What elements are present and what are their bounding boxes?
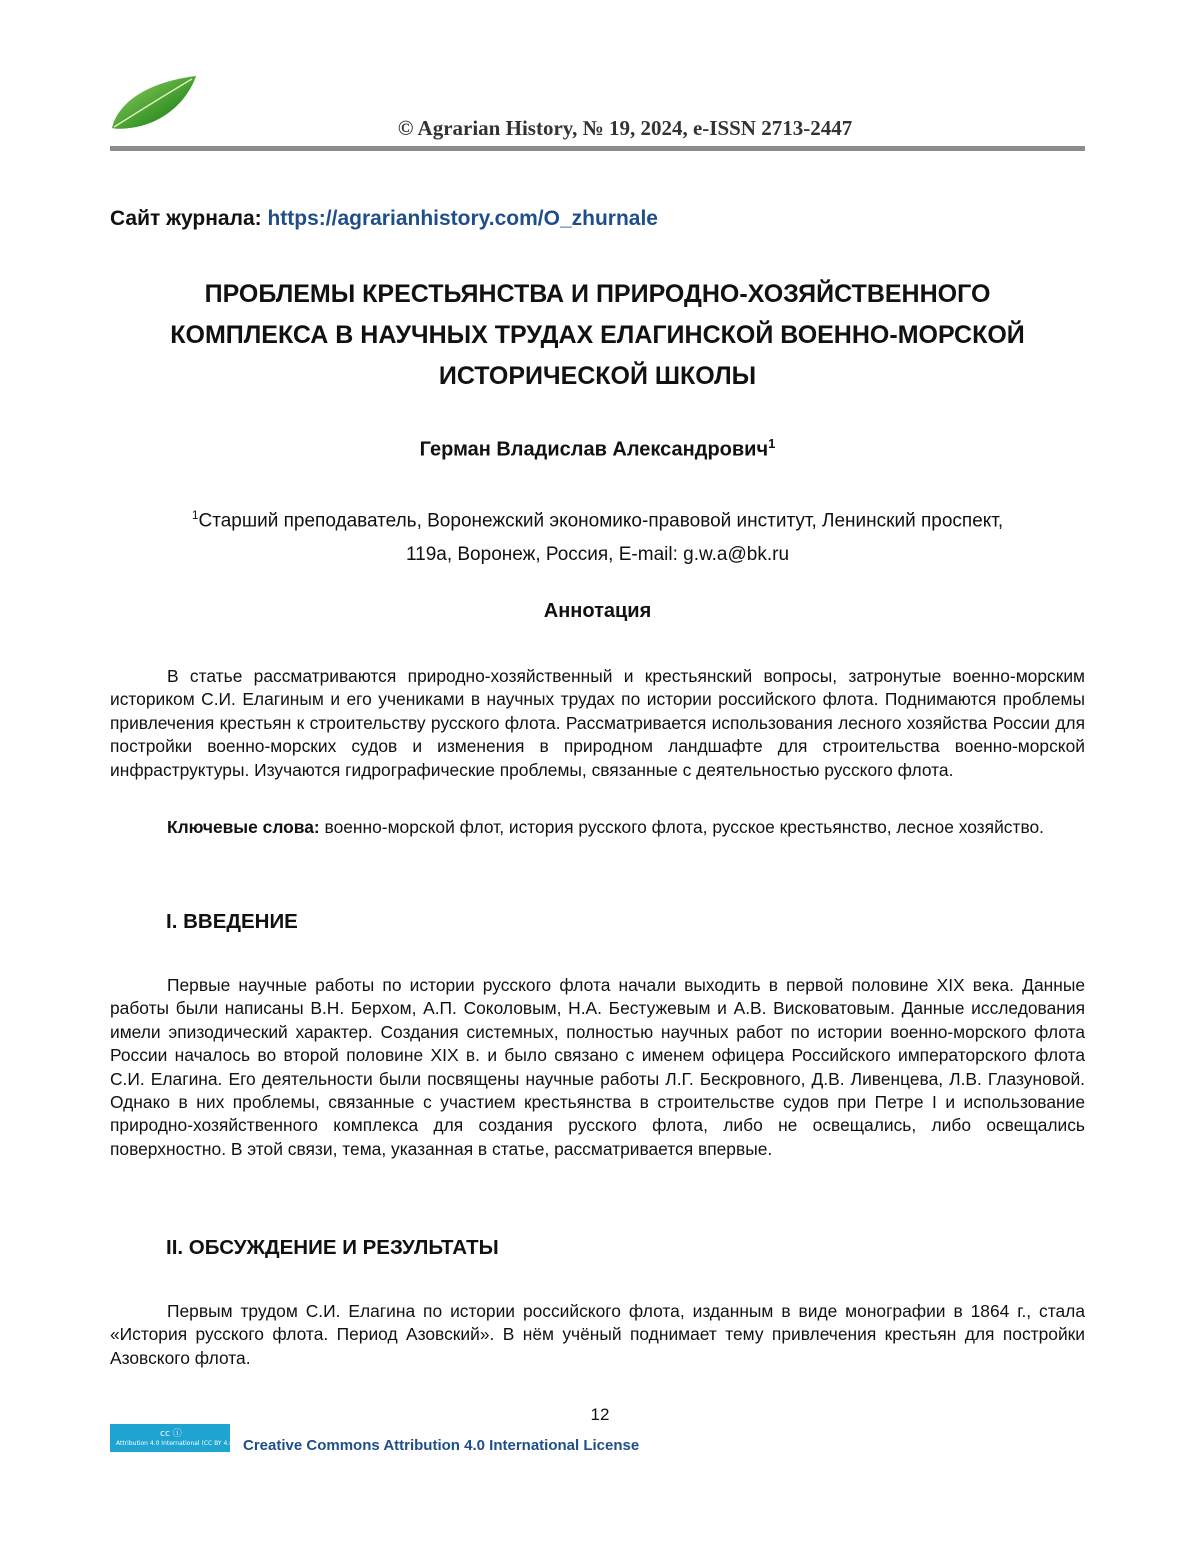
journal-site-link[interactable]: https://agrarianhistory.com/O_zhurnale: [267, 207, 658, 230]
author-affiliation: [110, 498, 1085, 572]
author-superscript: 1: [768, 436, 776, 451]
article-title-line: КОМПЛЕКСА В НАУЧНЫХ ТРУДАХ ЕЛАГИНСКОЙ ВОЕННО-МОРСКОЙ: [170, 321, 1025, 349]
keywords-text: военно-морской флот, история русского флота, русское крестьянство, лесное хозяйство.: [319, 817, 1044, 837]
article-title-line: ПРОБЛЕМЫ КРЕСТЬЯНСТВА И ПРИРОДНО-ХОЗЯЙСТВЕННОГО: [204, 280, 991, 308]
affiliation-line-1: Старший преподаватель, Воронежский экономико-правовой институт, Ленинский проспект,: [198, 510, 1004, 532]
journal-site-line: [110, 207, 658, 231]
affiliation-line-2: 119а, Воронеж, Россия, E-mail: g.w.a@bk.ru: [405, 544, 790, 566]
affiliation-line: [110, 498, 1085, 538]
abstract-heading: Аннотация: [543, 600, 652, 622]
author-name: [110, 436, 1085, 462]
section-text-discussion: Первым трудом С.И. Елагина по истории российского флота, изданным в виде монографии в 1864 г., стала «История русского флота. Период Азовский». В нём учёный поднимает тему привлечения крестьян для постройки Азовского флота.: [110, 1301, 1085, 1368]
license-link[interactable]: Creative Commons Attribution 4.0 International License: [243, 1437, 640, 1454]
keywords-label: Ключевые слова:: [167, 817, 320, 837]
section-text-introduction: Первые научные работы по истории русского флота начали выходить в первой половине XIX века. Данные работы были написаны В.Н. Берхом, А.П. Соколовым, Н.А. Бестужевым и А.В. Висковатовым. Данные исследования имели эпизодический характер. Создания системных, полностью научных работ по истории военно-морского флота России началось во второй половине XIX в. и было связано с именем офицера Российского императорского флота С.И. Елагина. Его деятельности были посвящены научные работы Л.Г. Бескровного, Д.В. Ливенцева, Л.В. Глазуновой. Однако в них проблемы, связанные с участием крестьянства в строительстве судов при Петре I и использование природно-хозяйственного комплекса для создания русского флота, либо не освещались, либо освещались поверхностно. В этой связи, тема, указанная в статье, рассматривается впервые.: [110, 975, 1085, 1159]
site-label: Сайт журнала:: [110, 207, 268, 230]
section-heading-discussion: II. ОБСУЖДЕНИЕ И РЕЗУЛЬТАТЫ: [166, 1236, 499, 1259]
page-number: 12: [590, 1405, 610, 1424]
author-name-text: Герман Владислав Александрович: [419, 438, 769, 461]
header-divider: [110, 146, 1085, 151]
abstract-text: В статье рассматриваются природно-хозяйственный и крестьянский вопросы, затронутые военно-морским историком С.И. Елагиным и его учениками в научных трудах по истории российского флота. Поднимаются проблемы привлечения крестьян к строительству русского флота. Рассматривается использования лесного хозяйства России для постройки военно-морских судов и изменения в природном ландшафте для строительства военно-морской инфраструктуры. Изучаются гидрографические проблемы, связанные с деятельностью русского флота.: [110, 666, 1085, 780]
section-heading-introduction: I. ВВЕДЕНИЕ: [166, 910, 298, 933]
article-title: [110, 274, 1085, 397]
affiliation-superscript: 1: [191, 508, 199, 522]
keywords-paragraph: [110, 816, 1085, 839]
cc-license-badge[interactable]: [110, 1424, 236, 1452]
article-title-line: ИСТОРИЧЕСКОЙ ШКОЛЫ: [438, 362, 757, 390]
journal-header-title: © Agrarian History, № 19, 2024, e-ISSN 2713-2447: [397, 116, 853, 140]
cc-badge-text: Attribution 4.0 International (CC BY 4.0): [116, 1440, 236, 1447]
cc-by-icon: cc ⓘ: [160, 1429, 182, 1439]
